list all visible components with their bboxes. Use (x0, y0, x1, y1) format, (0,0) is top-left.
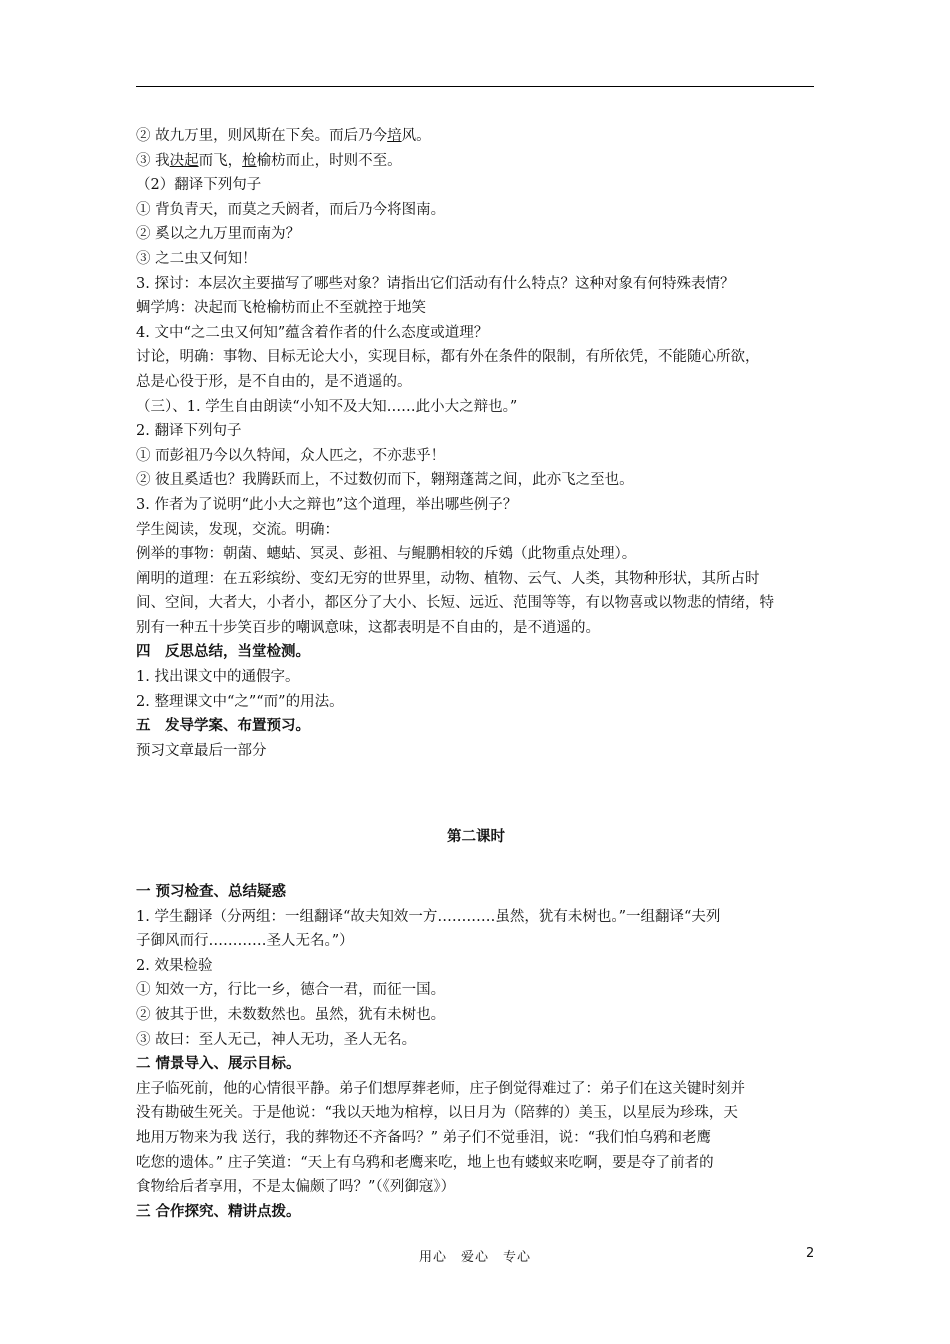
underlined-word: 决起 (169, 152, 199, 169)
text-line: 没有勘破生死关。于是他说：“我以天地为棺椁，以日月为（陪葬的）美玉，以星辰为珍珠，天 (136, 1105, 738, 1122)
text-line: 间、空间，大者大，小者小，都区分了大小、长短、远近、范围等等，有以物喜或以物悲的情绪，特 (136, 595, 774, 612)
text-line: 阐明的道理：在五彩缤纷、变幻无穷的世界里，动物、植物、云气、人类，其物种形状，其所占时 (136, 570, 760, 587)
text-line (136, 149, 816, 174)
text-segment: ③ 我 (136, 152, 170, 169)
underlined-word: 培 (387, 128, 402, 144)
text-line: 讨论，明确：事物、目标无论大小，实现目标，都有外在条件的限制，有所依凭，不能随心所欲， (136, 349, 760, 366)
text-line (136, 124, 816, 149)
text-line: 2. 效果检验 (136, 957, 213, 974)
text-line: ③ 之二虫又何知！ (136, 250, 257, 267)
text-segment: 榆枋而止，时则不至。 (256, 152, 402, 169)
document-body (136, 124, 816, 1224)
section-heading: 二 情景导入、展示目标。 (136, 1055, 301, 1073)
page-number: 2 (806, 1246, 815, 1261)
text-line: 1. 学生翻译（分两组：一组翻译“故夫知效一方…………虽然，犹有未树也。”一组翻译“夫列 (136, 908, 721, 925)
footer-motto: 用心 爱心 专心 (418, 1250, 531, 1265)
text-line: ② 彼其于世，未数数然也。虽然，犹有未树也。 (136, 1007, 446, 1023)
text-line: ② 彼且奚适也？我腾跃而上，不过数仞而下，翱翔蓬蒿之间，此亦飞之至也。 (136, 472, 634, 489)
text-line: ① 背负青天，而莫之夭阏者，而后乃今将图南。 (136, 201, 446, 218)
text-line: 学生阅读，发现，交流。明确： (136, 521, 339, 538)
header-rule (136, 86, 814, 87)
text-line: 吃您的遗体。” 庄子笑道：“天上有乌鸦和老鹰来吃，地上也有蝼蚁来吃啊，要是夺了前者的 (136, 1154, 714, 1171)
text-line: 3. 作者为了说明“此小大之辩也”这个道理，举出哪些例子？ (136, 496, 518, 513)
text-line: 食物给后者享用，不是太偏颇了吗？”（《列御寇》） (136, 1179, 456, 1196)
text-line: 4. 文中“之二虫又何知”蕴含着作者的什么态度或道理？ (136, 324, 489, 341)
text-segment: ② 故九万里，则风斯在下矣。而后乃今 (136, 128, 388, 144)
text-line: 例举的事物：朝菌、蟪蛄、冥灵、彭祖、与鲲鹏相较的斥鴳（此物重点处理）。 (136, 546, 637, 563)
underlined-word: 枪 (242, 152, 257, 169)
section-heading: 三 合作探究、精讲点拨。 (136, 1202, 301, 1220)
text-line: 子御风而行…………圣人无名。”） (136, 933, 354, 950)
text-line: 2. 整理课文中“之”“而”的用法。 (136, 693, 344, 710)
text-segment: 而飞， (198, 152, 243, 169)
text-line: 蜩学鸠：决起而飞枪榆枋而止不至就控于地笑 (136, 300, 426, 317)
text-line: 庄子临死前，他的心情很平静。弟子们想厚葬老师，庄子倒觉得难过了：弟子们在这关键时刻并 (136, 1080, 745, 1097)
text-line: ① 而彭祖乃今以久特闻，众人匹之，不亦悲乎！ (136, 447, 446, 464)
section-heading: 四 反思总结，当堂检测。 (136, 643, 310, 661)
lesson-title: 第二课时 (447, 828, 505, 846)
text-line: （2）翻译下列句子 (136, 177, 262, 194)
text-line: ① 知效一方，行比一乡，德合一君，而征一国。 (136, 982, 446, 999)
text-segment: 风。 (401, 128, 431, 144)
text-line: （三）、1. 学生自由朗读“小知不及大知……此小大之辩也。” (136, 398, 518, 415)
text-line: 1. 找出课文中的通假字。 (136, 669, 300, 686)
text-line: 别有一种五十步笑百步的嘲讽意味，这都表明是不自由的，是不逍遥的。 (136, 619, 600, 636)
section-heading: 五 发导学案、布置预习。 (136, 717, 310, 735)
text-line: 地用万物来为我 送行，我的葬物还不齐备吗？” 弟子们不觉垂泪，说：“我们怕乌鸦和老鹰 (136, 1129, 712, 1146)
text-line: ③ 故曰：至人无己，神人无功，圣人无名。 (136, 1031, 417, 1048)
text-line: 3. 探讨：本层次主要描写了哪些对象？请指出它们活动有什么特点？这种对象有何特殊表情？ (136, 275, 735, 292)
text-line: 预习文章最后一部分 (136, 742, 267, 759)
text-line: 2. 翻译下列句子 (136, 423, 242, 440)
section-heading: 一 预习检查、总结疑惑 (136, 883, 287, 901)
text-line: ② 奚以之九万里而南为？ (136, 226, 301, 243)
text-line: 总是心役于形，是不自由的，是不逍遥的。 (136, 373, 412, 390)
